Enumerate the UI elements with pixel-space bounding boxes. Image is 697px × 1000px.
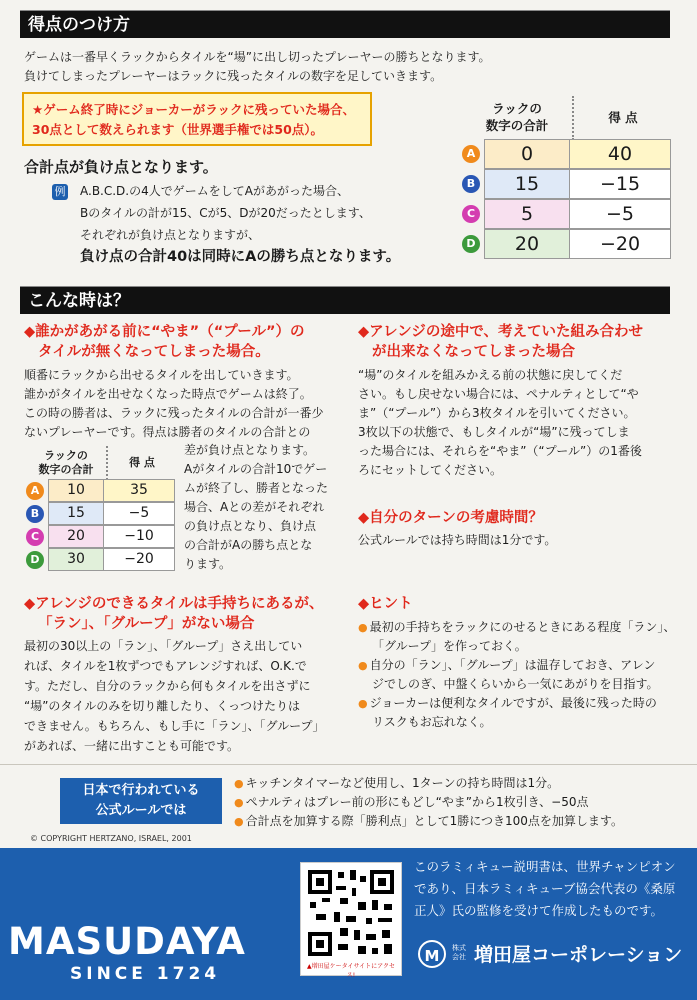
case1-side-line: 場合、Aとの差がそれぞれ	[184, 500, 325, 514]
scoring-headline: 合計点が負け点となります。	[24, 158, 218, 176]
case4-text: 公式ルールでは持ち時間は1分です。	[358, 533, 557, 547]
case2-text: 最初の30以上の「ラン」、「グループ」さえ出してい	[24, 639, 303, 653]
hint-text: 自分の「ラン」、「グループ」は温存しておき、アレン	[369, 658, 656, 672]
case3-text: “場”のタイルを組みかえる前の状態に戻してくだ	[358, 368, 623, 382]
hint-item-cont	[358, 637, 680, 656]
case1-table-header-sum-line1: ラックの	[44, 449, 88, 462]
case-arrange-no-run	[24, 594, 354, 756]
case1-table-header-sum-line2: 数字の合計	[38, 463, 94, 476]
case2-text: す。ただし、自分のラックから何もタイルを出さずに	[24, 679, 311, 693]
case1-side-line: の負け点となり、負け点	[184, 519, 317, 533]
joker-notice-line-2: 30点として数えられます（世界選手権では50点）。	[32, 122, 324, 137]
case1-table	[26, 446, 176, 570]
case1-text: 誰かがタイルを出せなくなった時点でゲームは終了。	[24, 387, 312, 401]
case1-text: ないプレーヤーです。得点は勝者のタイルの合計との	[24, 425, 311, 439]
scoring-table	[462, 96, 672, 258]
sum-cell: 20	[484, 229, 570, 259]
case2-heading-2: 「ラン」、「グループ」がない場合	[38, 616, 255, 632]
hint-item	[358, 656, 680, 675]
hint-item	[358, 618, 680, 637]
sum-cell: 15	[484, 169, 570, 199]
score-cell: −5	[570, 199, 671, 229]
table-header-sum-line1: ラックの	[492, 101, 542, 116]
example-badge: 例	[52, 184, 68, 200]
score-row	[462, 140, 672, 168]
hint-text: ジョーカーは便利なタイルですが、最後に残った時の	[369, 696, 657, 710]
bullet-icon: ●	[234, 796, 244, 809]
hint-text: ジでしのぎ、中盤くらいから一気にあがりを目指す。	[372, 677, 659, 691]
copyright: © COPYRIGHT HERTZANO, ISRAEL, 2001	[30, 834, 192, 843]
case3-text: さい。もし戻せない場合には、ペナルティとして“や	[358, 387, 639, 401]
case2-text: があれば、一緒に出すことも可能です。	[24, 739, 240, 753]
score-cell: 40	[570, 139, 671, 169]
bullet-icon: ●	[358, 621, 368, 634]
divider	[0, 764, 697, 765]
player-badge-c: C	[462, 205, 480, 223]
case3-text: ろにセットしてください。	[358, 463, 503, 477]
corporate-name: 増田屋コーポレーション	[474, 944, 683, 966]
case1-side-line: の合計がAの勝ち点とな	[184, 538, 313, 552]
table-header-sum	[462, 96, 574, 140]
bullet-icon: ●	[358, 659, 368, 672]
case1-side-line: 差が負け点となります。	[184, 443, 316, 457]
scoring-intro-1: ゲームは一番早くラックからタイルを“場”に出し切ったプレーヤーの勝ちとなります。	[24, 50, 491, 64]
bullet-icon: ●	[234, 777, 244, 790]
official-text: 合計点を加算する際「勝利点」として1勝につき100点を加算します。	[245, 814, 623, 828]
case3-text: ま”（“プール”）から3枚タイルを引いてください。	[358, 406, 636, 420]
case4-heading: ◆自分のターンの考慮時間？	[358, 510, 543, 526]
sum-cell: 10	[48, 479, 104, 502]
example-line-1: A.B.C.D.の4人でゲームをしてAがあがった場合、	[80, 184, 349, 198]
score-cell: −20	[570, 229, 671, 259]
brand-since: SINCE 1724	[70, 964, 221, 984]
case2-text: できません。もちろん、もし手に「ラン」、「グループ」	[24, 719, 325, 733]
player-badge-a: A	[462, 145, 480, 163]
player-badge-c: C	[26, 528, 44, 546]
official-box-line-2: 公式ルールでは	[95, 803, 187, 818]
qr-code-icon	[306, 868, 396, 958]
case1-text: 順番にラックから出せるタイルを出していきます。	[24, 368, 299, 382]
score-row	[462, 200, 672, 228]
corp-small-label: 株式会社	[452, 944, 466, 961]
sum-cell: 0	[484, 139, 570, 169]
sum-cell: 30	[48, 548, 104, 571]
official-item	[234, 812, 684, 831]
footer-description	[414, 856, 692, 922]
case2-heading-1: ◆アレンジのできるタイルは手持ちにあるが、	[24, 596, 324, 612]
case3-text: 3枚以下の状態で、もしタイルが“場”に残ってしま	[358, 425, 630, 439]
footer-desc-line: 正人》氏の監修を受けて作成したものです。	[414, 903, 664, 918]
hints-heading: ◆ヒント	[358, 596, 413, 612]
sum-cell: 5	[484, 199, 570, 229]
scoring-intro-2: 負けてしまったプレーヤーはラックに残ったタイルの数字を足していきます。	[24, 69, 443, 83]
score-cell: −5	[104, 502, 175, 525]
sum-cell: 15	[48, 502, 104, 525]
bullet-icon: ●	[358, 697, 368, 710]
case-arrange-failed	[358, 322, 676, 480]
case3-heading-1: ◆アレンジの途中で、考えていた組み合わせ	[358, 324, 644, 340]
brand-logo: MASUDAYA	[8, 920, 246, 963]
official-rules-list	[234, 774, 684, 831]
joker-notice	[22, 92, 372, 146]
section-title-cases: こんな時は？	[20, 286, 670, 314]
hint-text: 最初の手持ちをラックにのせるときにある程度「ラン」、	[369, 620, 676, 634]
case1-heading-1: ◆誰かがあがる前に“やま”（“プール”）の	[24, 324, 305, 340]
hint-item-cont	[358, 675, 680, 694]
joker-notice-line-1: ★ゲーム終了時にジョーカーがラックに残っていた場合、	[32, 102, 355, 117]
case1-text: この時の勝者は、ラックに残ったタイルの合計が一番少	[24, 406, 324, 420]
table-header-sum-line2: 数字の合計	[485, 118, 549, 133]
player-badge-d: D	[26, 551, 44, 569]
official-item	[234, 774, 684, 793]
case1-table-header-score: 得 点	[129, 456, 155, 469]
score-cell: 35	[104, 479, 175, 502]
corporate-logo-icon: M	[418, 940, 446, 968]
score-cell: −20	[104, 548, 175, 571]
case1-side-text	[184, 441, 344, 574]
qr-code-card[interactable]	[300, 862, 402, 979]
score-row	[26, 526, 176, 547]
case1-side-line: ります。	[184, 557, 232, 571]
official-rules-box	[60, 778, 222, 824]
score-row	[462, 230, 672, 258]
footer	[0, 848, 697, 1000]
case-turn-time	[358, 508, 676, 550]
hint-text: リスクもお忘れなく。	[372, 715, 492, 729]
table-header-score: 得 点	[608, 110, 638, 125]
hint-item-cont	[358, 713, 680, 732]
footer-desc-line: であり、日本ラミィキューブ協会代表の《桑原	[414, 881, 676, 896]
sum-cell: 20	[48, 525, 104, 548]
official-text: キッチンタイマーなど使用し、1ターンの持ち時間は1分。	[245, 776, 560, 790]
example-line-2: Bのタイルの計が15、Cが5、Dが20だったとします、	[80, 206, 371, 220]
hints-section	[358, 594, 680, 732]
player-badge-b: B	[26, 505, 44, 523]
hint-item	[358, 694, 680, 713]
case2-text: れば、タイルを1枚ずつでもアレンジすれば、O.K.で	[24, 659, 307, 673]
player-badge-b: B	[462, 175, 480, 193]
case3-heading-2: が出来なくなってしまった場合	[372, 344, 575, 360]
example-line-3: それぞれが負け点となりますが、	[80, 228, 261, 242]
section-title-scoring: 得点のつけ方	[20, 10, 670, 38]
score-row	[462, 170, 672, 198]
player-badge-a: A	[26, 482, 44, 500]
qr-caption: ▲増田屋ケータイサイトにアクセス!	[307, 963, 395, 979]
case1-table-header-sum	[26, 446, 108, 480]
score-cell: −10	[104, 525, 175, 548]
player-badge-d: D	[462, 235, 480, 253]
case-no-tiles-left	[24, 322, 344, 442]
bullet-icon: ●	[234, 815, 244, 828]
official-text: ペナルティはプレー前の形にもどし“やま”から1枚引き、−50点	[245, 795, 589, 809]
score-cell: −15	[570, 169, 671, 199]
score-row	[26, 480, 176, 501]
score-row	[26, 549, 176, 570]
case2-text: “場”のタイルのみを切り離したり、くっつけたりは	[24, 699, 300, 713]
hint-text: 「グループ」を作っておく。	[372, 639, 527, 653]
score-row	[26, 503, 176, 524]
official-item	[234, 793, 684, 812]
case1-side-line: ムが終了し、勝者となった	[184, 481, 329, 495]
case1-side-line: Aがタイルの合計10でゲー	[184, 462, 328, 476]
footer-desc-line: このラミィキュー説明書は、世界チャンピオン	[414, 859, 676, 874]
case3-text: った場合には、それらを“やま”（“プール”）の1番後	[358, 444, 642, 458]
case1-heading-2: タイルが無くなってしまった場合。	[38, 344, 270, 360]
example-line-4: 負け点の合計40は同時にAの勝ち点となります。	[80, 249, 401, 265]
official-box-line-1: 日本で行われている	[82, 783, 200, 798]
